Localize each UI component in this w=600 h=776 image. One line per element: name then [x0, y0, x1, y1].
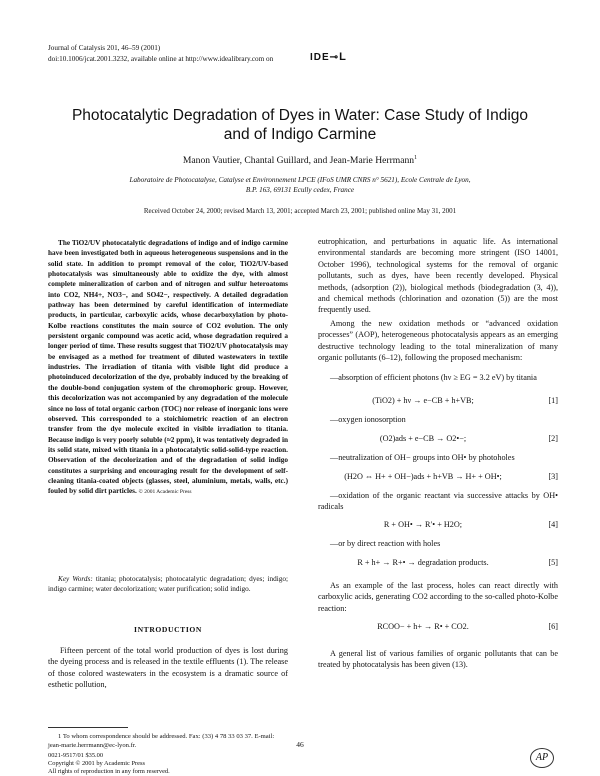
equation-1-number: [1]: [548, 396, 558, 405]
keywords: [48, 574, 288, 595]
equation-4-expr: R + OH• → R′• + H2O;: [383, 520, 463, 529]
col2-paragraph-1: eutrophication, and perturbations in aquatic life. As international environmental standards are becoming more stringent (ISO 14001, October 1996), technological systems for the removal of organic pollutants, such as dyes, have been recently developed. Physical methods, (adsorption (2)), biological methods (biodegradation (3, 4)), and chemical methods (chlorination and ozonation (5)) are the most frequently used.: [318, 237, 558, 315]
equation-3-expr: (H2O ⇔ H+ + OH−)ads + h+VB → H+ + OH•;: [344, 472, 502, 481]
ideal-logo: [310, 51, 347, 63]
paper-title: Photocatalytic Degradation of Dyes in Water: Case Study of Indigo and of Indigo Carmine: [71, 107, 529, 143]
journal-citation: Journal of Catalysis 201, 46–59 (2001): [48, 44, 161, 52]
affiliation: [60, 175, 540, 195]
col2-paragraph-4: A general list of various families of organic pollutants that can be treated by photocatalysis has been given (13).: [318, 649, 558, 670]
author-list: [60, 155, 540, 166]
mechanism-step-4: —oxidation of the organic reactant via successive attacks by OH• radicals: [318, 491, 558, 512]
keywords-label: Key Words:: [58, 575, 93, 583]
equation-1: [318, 396, 558, 408]
mechanism-step-3: —neutralization of OH− groups into OH• by photoholes: [330, 453, 515, 462]
equation-5-number: [5]: [548, 558, 558, 567]
equation-6: [318, 622, 558, 634]
section-heading-introduction: INTRODUCTION: [134, 625, 202, 634]
rights-line: All rights of reproduction in any form reserved.: [48, 768, 170, 775]
ideal-logo-icon: ⊸: [329, 52, 340, 63]
equation-4-number: [4]: [548, 520, 558, 529]
author-names: Manon Vautier, Chantal Guillard, and Jean-Marie Herrmann: [182, 155, 415, 167]
col2-paragraph-3: As an example of the last process, holes can react directly with carboxylic acids, generating CO2 according to the so-called photo-Kolbe reaction:: [318, 581, 558, 613]
ideal-logo-suffix: L: [339, 51, 347, 63]
equation-3: [318, 472, 558, 484]
keywords-list: titania; photocatalysis; photocatalytic degradation; dyes; indigo; indigo carmine; water decolorization; water purification; solid indigo.: [48, 575, 288, 594]
mechanism-step-5: —or by direct reaction with holes: [330, 539, 441, 548]
equation-3-number: [3]: [548, 472, 558, 481]
doi-line[interactable]: doi:10.1006/jcat.2001.3232, available online at http://www.idealibrary.com on: [48, 55, 274, 63]
author-footnote-mark: 1: [414, 155, 418, 161]
mechanism-step-2: —oxygen ionosorption: [330, 415, 406, 424]
affiliation-line-1: Laboratoire de Photocatalyse, Catalyse et Environnement LPCE (IFoS UMR CNRS n° 5621), Ecole Centrale de Lyon,: [129, 176, 471, 184]
equation-4: [318, 520, 558, 532]
equation-6-expr: RCOO− + h+ → R• + CO2.: [377, 622, 469, 631]
issn-price: 0021-9517/01 $35.00: [48, 752, 104, 759]
abstract: [48, 238, 288, 498]
copyright-line: Copyright © 2001 by Academic Press: [48, 760, 145, 767]
mechanism-step-1: —absorption of efficient photons (hν ≥ EG = 3.2 eV) by titania: [330, 373, 537, 382]
academic-press-logo: AP: [530, 748, 554, 768]
equation-1-expr: (TiO2) + hν → e−CB + h+VB;: [372, 396, 474, 405]
footnote: 1 To whom correspondence should be addressed. Fax: (33) 4 78 33 03 37. E-mail: jean-marie.herrmann@ec-lyon.fr.: [48, 733, 275, 749]
ideal-logo-text: IDE: [310, 52, 330, 63]
abstract-copyright: © 2001 Academic Press: [138, 489, 192, 496]
introduction-paragraph: Fifteen percent of the total world production of dyes is lost during the dyeing process and is released in the textile effluents (1). The release of those colored wastewaters in the ecosystem is a dramatic source of esthetic pollution,: [48, 646, 288, 690]
equation-5-expr: R + h+ → R+• → degradation products.: [357, 558, 489, 567]
col2-paragraph-2: Among the new oxidation methods or “advanced oxidation processes” (AOP), heterogeneous photocatalysis appears as an emerging destructive technology leading to the total mineralization of many organic pollutants (6–12), following the proposed mechanism:: [318, 319, 558, 363]
equation-2: [318, 434, 558, 446]
equation-2-number: [2]: [548, 434, 558, 443]
footnote-rule: [48, 727, 128, 728]
equation-2-expr: (O2)ads + e−CB → O2•−;: [379, 434, 467, 443]
page-number: 46: [296, 740, 304, 749]
equation-6-number: [6]: [548, 622, 558, 631]
copyright-block: [48, 752, 170, 776]
received-dates: Received October 24, 2000; revised March 13, 2001; accepted March 23, 2001; published online May 31, 2001: [143, 207, 457, 215]
equation-5: [318, 558, 558, 570]
affiliation-line-2: B.P. 163, 69131 Ecully cedex, France: [245, 186, 355, 194]
abstract-text: The TiO2/UV photocatalytic degradations of indigo and of indigo carmine have been investigated both in aqueous heterogeneous suspensions and in the solid state. In addition to prompt removal of the color, TiO2/UV-based photocatalysis was simultaneously able to oxidize the dye, with almost complete mineralization of carbon and of nitrogen and sulfur heteroatoms into CO2, NH4+, NO3−, and SO42−, respectively. A detailed degradation pathway has been determined by careful identification of intermediate products, in particular, carboxylic acids, whose decarboxylation by photo-Kolbe reactions constitutes the main source of CO2 evolution. The only persistent organic compound was acetic acid, whose degradation required a longer period of time. These results suggest that TiO2/UV photocatalysis may be envisaged as a method for treatment of diluted wastewaters in textile industries. The irradiation of titania with visible light did produce a photoinduced decolorization of the dye, probably induced by the breaking of the double-bond conjugation system of the chromophoric group. However, this decolorization was not accompanied by any degradation of the molecule since no loss of total organic carbon (TOC) nor release of inorganic ions were observed. This corresponded to a stoichiometric reaction of an electron transfer from the dye molecule excited in visible irradiation to titania. Because indigo is very poorly soluble (≈2 ppm), it was tentatively degraded in its solid state, mixed with titania in a photocatalytic solid-solid-type reaction. Observation of the decolorization and of the degradation of solid indigo constitutes a surprising and encouraging result for the development of self-cleaning titania-coated objects (glasses, steel, aluminium, metals, walls, etc.) fouled by solid dirt particles.: [48, 239, 288, 496]
